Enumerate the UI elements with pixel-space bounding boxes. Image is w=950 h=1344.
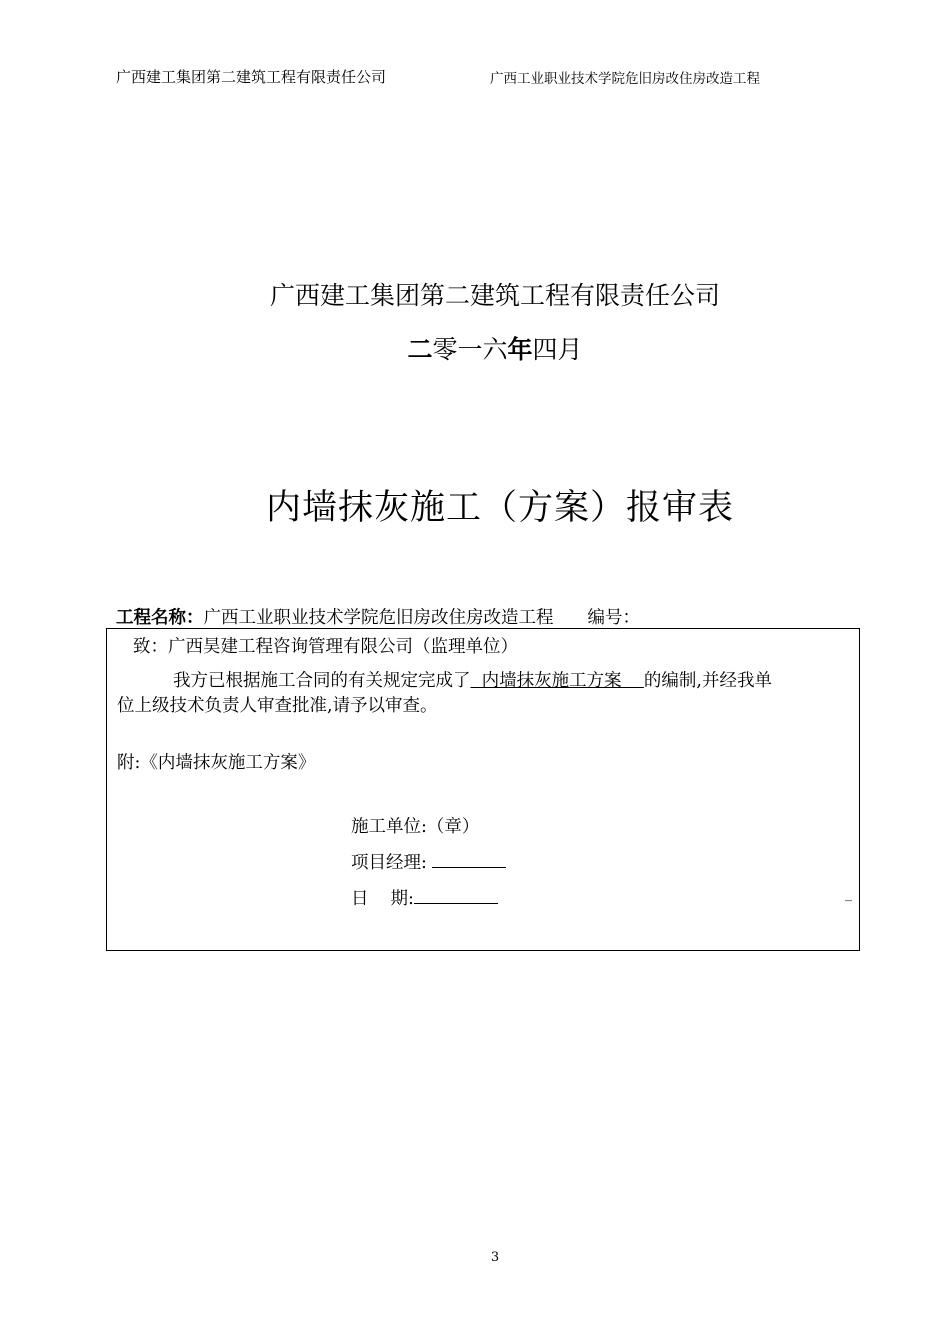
cover-date xyxy=(0,330,950,366)
page-number: 3 xyxy=(490,1250,500,1265)
cover-date-first-char: 二 xyxy=(407,335,433,364)
cover-date-year-char: 年 xyxy=(507,335,533,364)
body-plan-field: 内墙抹灰施工方案 xyxy=(470,671,644,691)
form-title: 内墙抹灰施工（方案）报审表 xyxy=(265,488,734,528)
code-label: 编号： xyxy=(587,608,640,628)
project-name: 广西工业职业技术学院危旧房改住房改造工程 xyxy=(203,608,554,628)
corner-mark: _ xyxy=(845,886,852,902)
sign-unit-line: 施工单位:（章） xyxy=(351,817,480,837)
attachment-line: 附:《内墙抹灰施工方案》 xyxy=(117,753,316,773)
sign-manager-line xyxy=(351,849,506,874)
header-left-company: 广西建工集团第二建筑工程有限责任公司 xyxy=(116,68,387,86)
sign-date-line xyxy=(351,885,498,910)
cover-company-name: 广西建工集团第二建筑工程有限责任公司 xyxy=(269,281,720,310)
project-label: 工程名称： xyxy=(116,608,204,628)
form-box xyxy=(106,628,860,951)
manager-signature-field[interactable] xyxy=(432,850,506,868)
sign-date-label-a: 日 xyxy=(351,889,369,909)
project-line xyxy=(116,604,640,629)
body-suffix: 的编制,并经我单 xyxy=(643,671,772,691)
sign-manager-label: 项目经理: xyxy=(351,853,427,873)
body-line-1 xyxy=(173,667,772,692)
body-line-2: 位上级技术负责人审查批准,请予以审查。 xyxy=(117,696,438,716)
header-right-project: 广西工业职业技术学院危旧房改住房改造工程 xyxy=(490,71,760,87)
cover-date-middle: 零一六 xyxy=(432,335,508,364)
body-prefix: 我方已根据施工合同的有关规定完成了 xyxy=(173,671,471,691)
sign-date-label-b: 期: xyxy=(390,889,414,909)
cover-date-month: 四月 xyxy=(532,335,583,364)
date-field[interactable] xyxy=(414,886,498,904)
to-line: 致：广西昊建工程咨询管理有限公司（监理单位） xyxy=(133,637,518,657)
